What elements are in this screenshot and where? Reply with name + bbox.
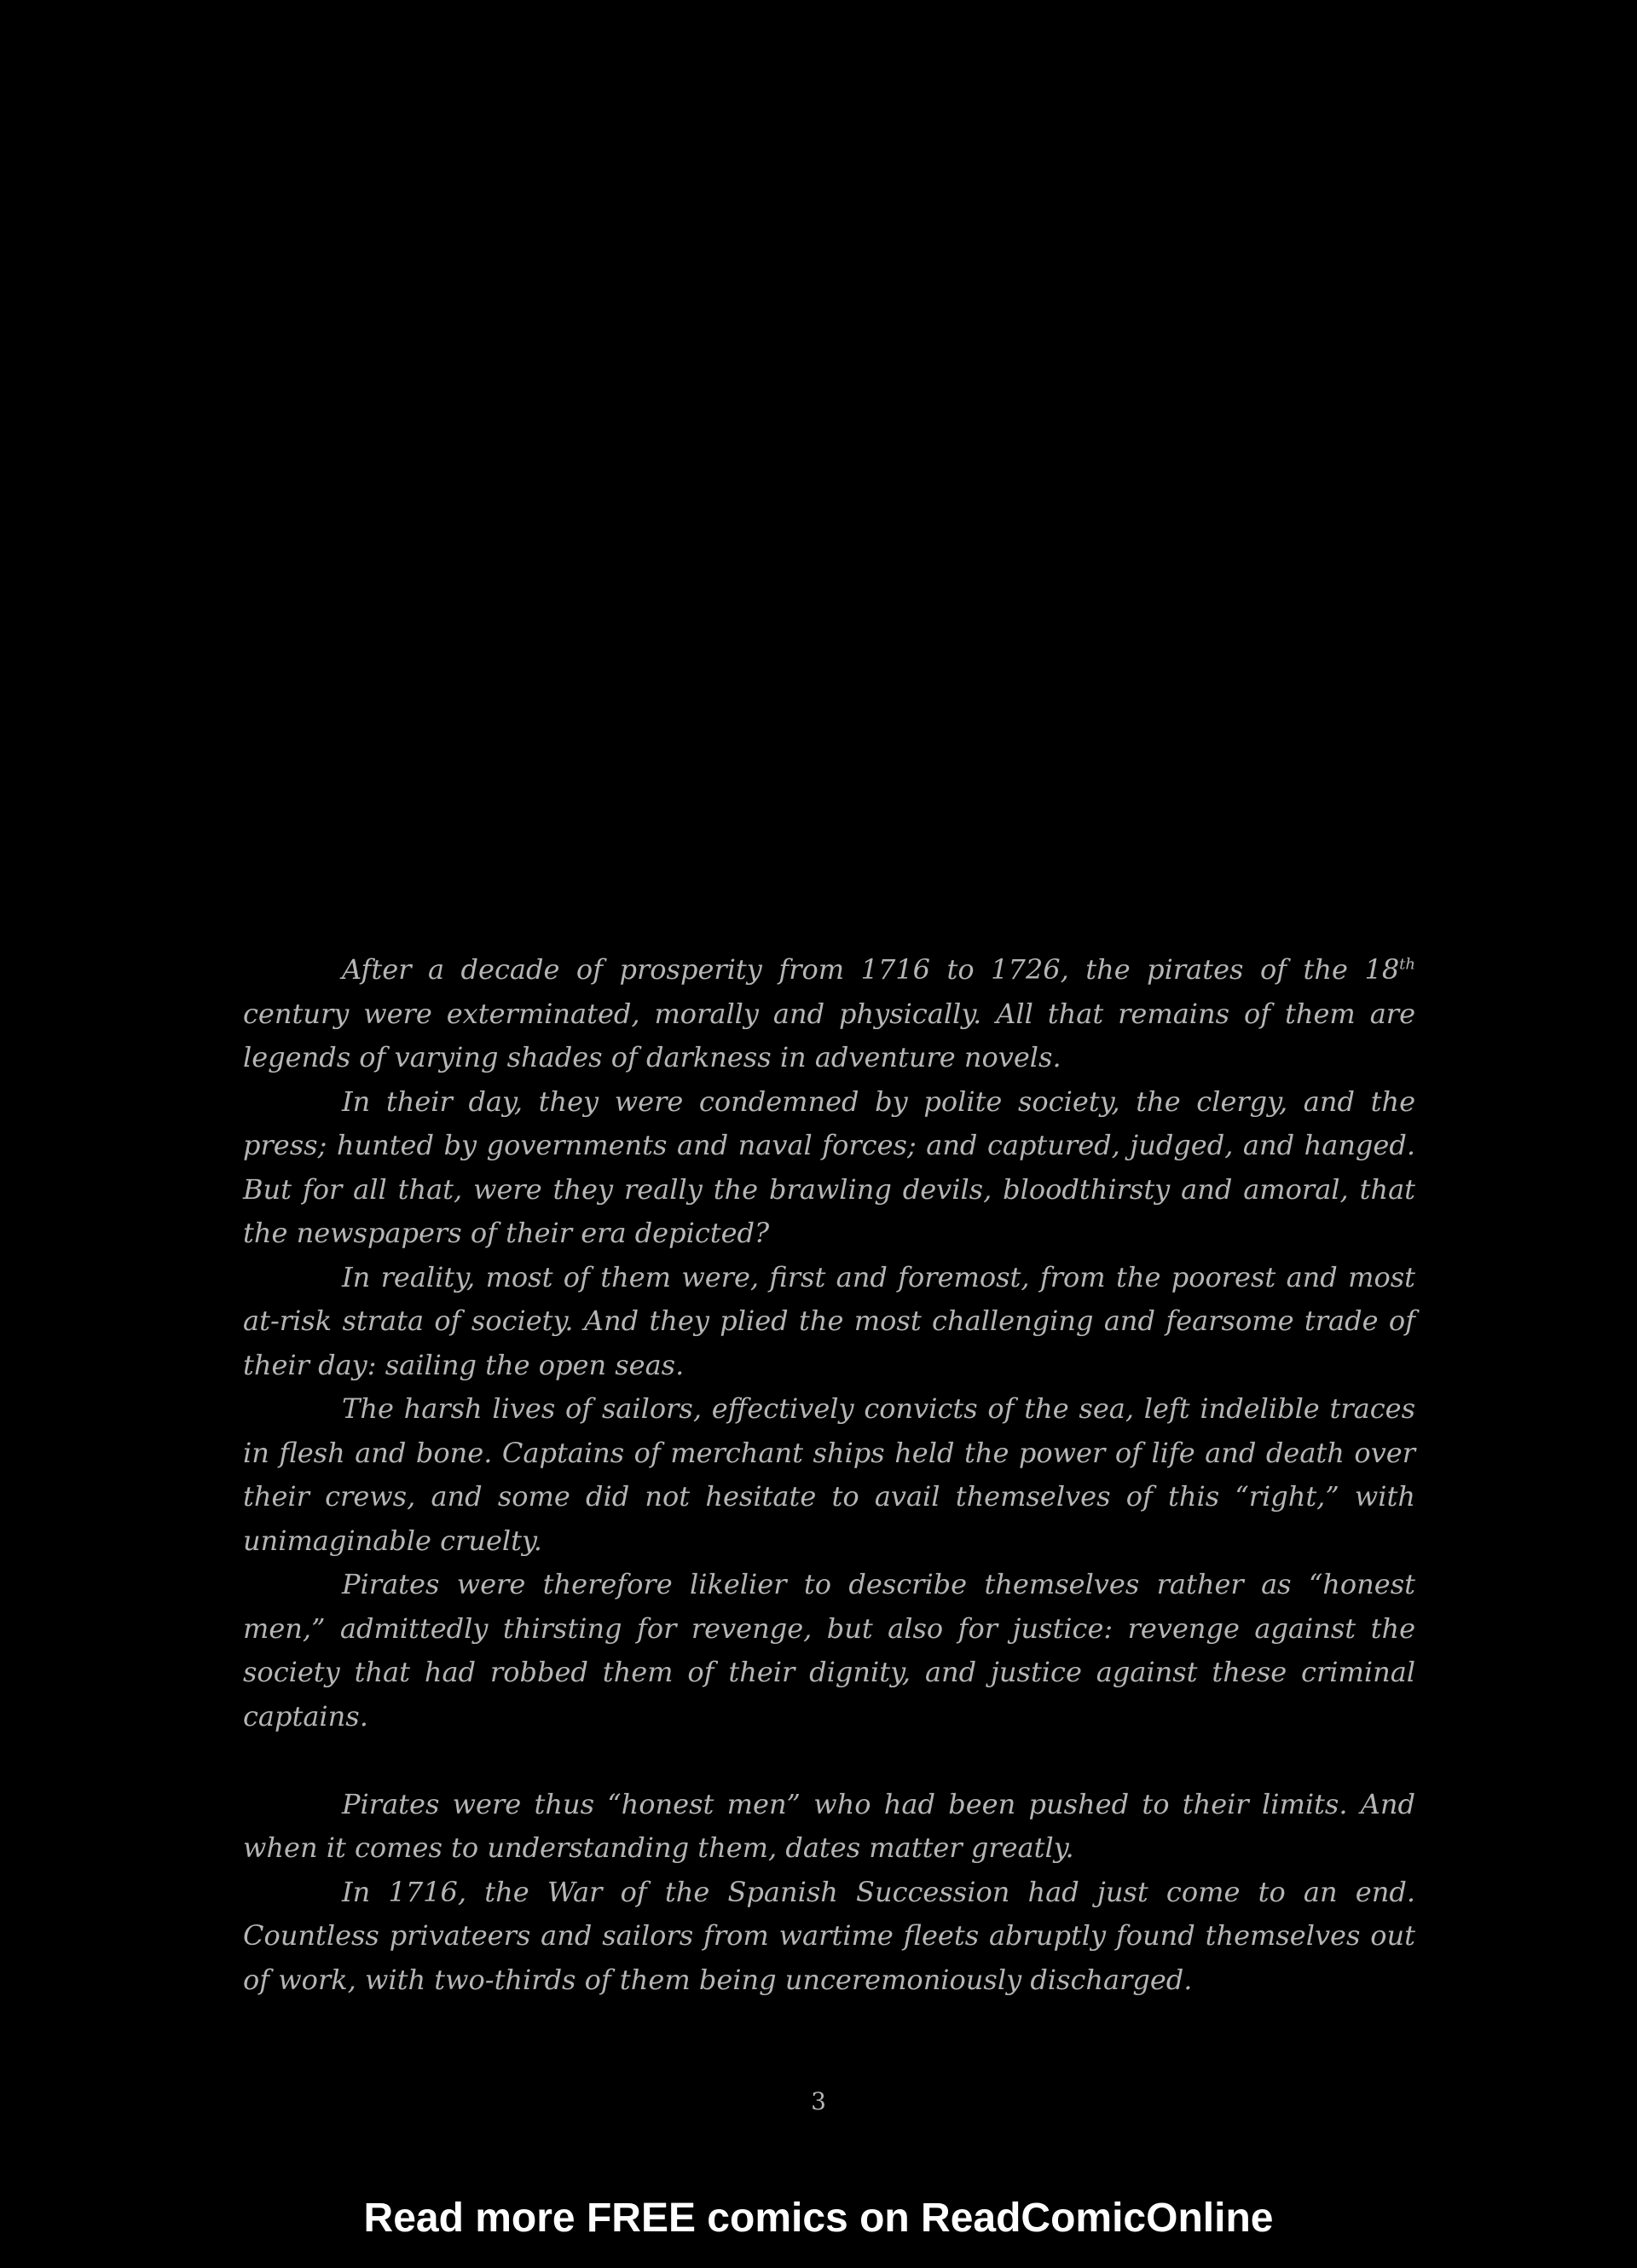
paragraph-1-text-end: century were exterminated, morally and physically. All that remains of them are legends of varying shades of darkness in adventure novels. <box>243 997 1415 1073</box>
paragraph-5: Pirates were therefore likelier to describe themselves rather as “honest men,” admittedly thirsting for revenge, but also for justice: revenge against the society that had robbed them of their dignity, and justice against these criminal captains. <box>243 1568 1415 1733</box>
page-number: 3 <box>811 2087 826 2115</box>
paragraph-2: In their day, they were condemned by polite society, the clergy, and the press; hunted by governments and naval forces; and captured, judged, and hanged. But for all that, were they really the brawling devils, bloodthirsty and amoral, that the newspapers of their era depicted? <box>243 1085 1415 1249</box>
paragraph-1-text-start: After a decade of prosperity from 1716 to 1726, the pirates of the 18 <box>342 953 1400 986</box>
paragraph-6: Pirates were thus “honest men” who had been pushed to their limits. And when it comes to understanding them, dates matter greatly. <box>243 1787 1415 1864</box>
paragraph-1 <box>243 948 1415 1080</box>
promo-banner: Read more FREE comics on ReadComicOnline <box>363 2196 1274 2241</box>
ordinal-suffix: th <box>1399 955 1415 974</box>
paragraph-4: The harsh lives of sailors, effectively convicts of the sea, left indelible traces in flesh and bone. Captains of merchant ships held the power of life and death over their crews, and some did not hesitate to avail themselves of this “right,” with unimaginable cruelty. <box>243 1392 1415 1557</box>
prose-block <box>243 948 1415 2002</box>
paragraph-7: In 1716, the War of the Spanish Succession had just come to an end. Countless privateers and sailors from wartime fleets abruptly found themselves out of work, with two-thirds of them being unceremoniously discharged. <box>243 1875 1415 1996</box>
paragraph-3: In reality, most of them were, first and foremost, from the poorest and most at-risk strata of society. And they plied the most challenging and fearsome trade of their day: sailing the open seas. <box>243 1260 1415 1381</box>
